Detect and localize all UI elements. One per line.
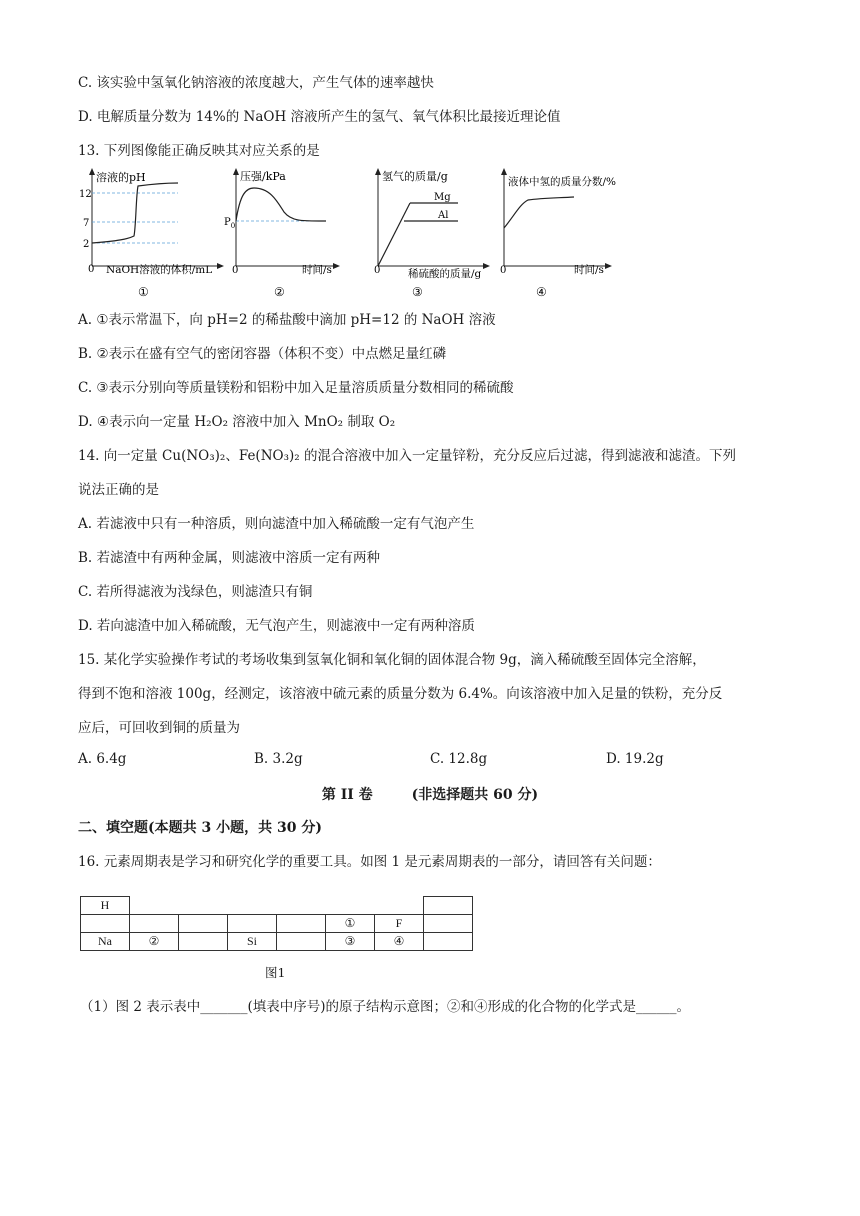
cell-r3-c3 xyxy=(179,933,228,951)
q14-stem-line1: 14. 向一定量 Cu(NO₃)₂、Fe(NO₃)₂ 的混合溶液中加入一定量锌粉，充分反应后过滤，得到滤液和滤渣。下列 xyxy=(78,448,736,464)
cell-noble-gas-1 xyxy=(424,897,473,915)
graph-1 xyxy=(78,166,228,302)
g1-number: ① xyxy=(138,285,149,299)
q12-option-c: C. 该实验中氢氧化钠溶液的浓度越大，产生气体的速率越快 xyxy=(78,75,434,91)
cell-r3-c8 xyxy=(424,933,473,951)
cell-r3-c5 xyxy=(277,933,326,951)
cell-r2-c5 xyxy=(277,915,326,933)
part-ii-heading: 第 II 卷 (非选择题共 60 分) xyxy=(321,787,539,803)
g1-xlabel: NaOH溶液的体积/mL xyxy=(106,264,213,276)
graph-4 xyxy=(494,166,644,302)
q15-stem-line2: 得到不饱和溶液 100g，经测定，该溶液中硫元素的质量分数为 6.4%。向该溶液中加入足量的铁粉，充分反 xyxy=(78,686,723,702)
cell-si: Si xyxy=(228,933,277,951)
cell-h: H xyxy=(81,897,130,915)
g4-xlabel: 时间/s xyxy=(574,264,604,276)
q13-stem: 13. 下列图像能正确反映其对应关系的是 xyxy=(78,143,320,159)
q15-option-b: B. 3.2g xyxy=(254,751,303,767)
g2-origin: 0 xyxy=(232,265,239,276)
q14-option-c: C. 若所得滤液为浅绿色，则滤渣只有铜 xyxy=(78,584,313,600)
g1-tick-12: 12 xyxy=(79,189,92,200)
q13-option-d: D. ④表示向一定量 H₂O₂ 溶液中加入 MnO₂ 制取 O₂ xyxy=(78,414,396,430)
q14-option-a: A. 若滤液中只有一种溶质，则向滤渣中加入稀硫酸一定有气泡产生 xyxy=(78,516,475,532)
cell-f: F xyxy=(375,915,424,933)
cell-r2-c8 xyxy=(424,915,473,933)
section-2-heading: 二、填空题(本题共 3 小题，共 30 分) xyxy=(78,820,322,836)
graph-2 xyxy=(222,166,342,302)
cell-2: ② xyxy=(130,933,179,951)
g2-xlabel: 时间/s xyxy=(302,264,332,276)
g2-number: ② xyxy=(274,285,285,299)
graph-3 xyxy=(366,166,496,302)
g3-label-al: Al xyxy=(438,210,449,221)
periodic-table-fragment xyxy=(80,896,473,951)
q14-option-d: D. 若向滤渣中加入稀硫酸，无气泡产生，则滤液中一定有两种溶质 xyxy=(78,618,475,634)
cell-r2-c3 xyxy=(179,915,228,933)
q12-option-d: D. 电解质量分数为 14%的 NaOH 溶液所产生的氢气、氧气体积比最接近理论值 xyxy=(78,109,561,125)
g1-origin: 0 xyxy=(88,264,95,275)
cell-4: ④ xyxy=(375,933,424,951)
q15-stem-line1: 15. 某化学实验操作考试的考场收集到氢氧化铜和氧化铜的固体混合物 9g，滴入稀硫酸至固体完全溶解， xyxy=(78,652,706,668)
g1-tick-7: 7 xyxy=(83,218,90,229)
g4-ylabel: 液体中氢的质量分数/% xyxy=(508,176,617,188)
cell-1: ① xyxy=(326,915,375,933)
g3-ylabel: 氢气的质量/g xyxy=(382,170,448,183)
q13-option-b: B. ②表示在盛有空气的密闭容器（体积不变）中点燃足量红磷 xyxy=(78,346,447,362)
q15-stem-line3: 应后，可回收到铜的质量为 xyxy=(78,720,240,736)
g4-number: ④ xyxy=(536,285,547,299)
g3-origin: 0 xyxy=(374,265,381,276)
g1-tick-2: 2 xyxy=(83,239,90,250)
cell-3: ③ xyxy=(326,933,375,951)
q13-option-a: A. ①表示常温下，向 pH=2 的稀盐酸中滴加 pH=12 的 NaOH 溶液 xyxy=(78,312,496,328)
figure-1-caption: 图1 xyxy=(265,965,286,980)
q15-option-c: C. 12.8g xyxy=(430,751,488,767)
cell-r2-c4 xyxy=(228,915,277,933)
q14-option-b: B. 若滤渣中有两种金属，则滤液中溶质一定有两种 xyxy=(78,550,381,566)
cell-r2-c1 xyxy=(81,915,130,933)
q16-stem: 16. 元素周期表是学习和研究化学的重要工具。如图 1 是元素周期表的一部分，请回答有关问题： xyxy=(78,854,661,870)
q15-option-d: D. 19.2g xyxy=(606,751,664,767)
g3-xlabel: 稀硫酸的质量/g xyxy=(408,268,482,280)
q14-stem-line2: 说法正确的是 xyxy=(78,482,159,498)
g2-p0: $P_0$ xyxy=(224,217,236,230)
cell-r2-c2 xyxy=(130,915,179,933)
g3-label-mg: Mg xyxy=(434,192,451,203)
cell-na: Na xyxy=(81,933,130,951)
q15-option-a: A. 6.4g xyxy=(78,751,127,767)
g4-origin: 0 xyxy=(500,265,507,276)
g3-number: ③ xyxy=(412,285,423,299)
g2-ylabel: 压强/kPa xyxy=(240,170,286,183)
q16-part-1: （1）图 2 表示表中_______(填表中序号)的原子结构示意图；②和④形成的化合物的化学式是______。 xyxy=(80,999,691,1015)
g1-ylabel: 溶液的pH xyxy=(96,171,146,184)
q13-option-c: C. ③表示分别向等质量镁粉和铝粉中加入足量溶质质量分数相同的稀硫酸 xyxy=(78,380,514,396)
